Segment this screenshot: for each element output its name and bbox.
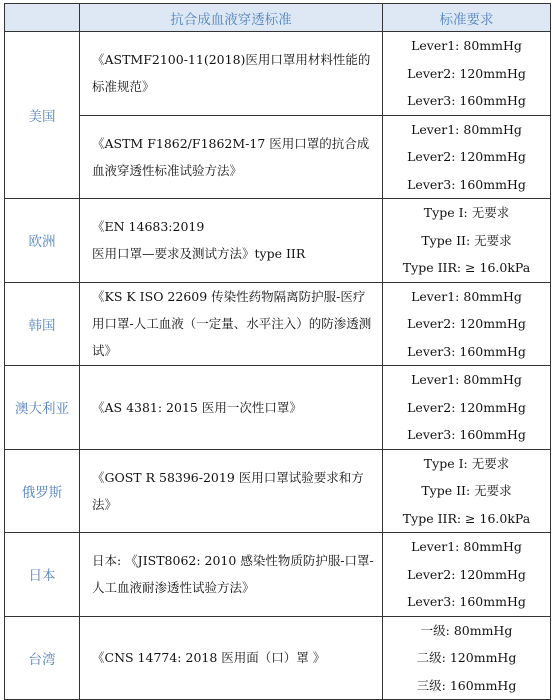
country-cell: 韩国 <box>5 282 80 366</box>
requirement-line: 三级: 160mmHg <box>416 677 517 693</box>
standard-cell: 《KS K ISO 22609 传染性药物隔离防护服-医疗用口罩-人工血液（一定量、水平注入）的防渗透测试》 <box>80 282 383 366</box>
requirement-line: Type IIR: ≥ 16.0kPa <box>402 260 531 275</box>
requirement-line: Lever1: 80mmHg <box>411 38 522 53</box>
requirement-line: Lever2: 120mmHg <box>407 65 526 81</box>
standards-table-wrapper <box>4 3 550 700</box>
requirement-line: Lever1: 80mmHg <box>411 121 522 137</box>
requirement-line: Lever3: 160mmHg <box>407 343 526 359</box>
requirement-cell <box>383 32 551 116</box>
table-row <box>5 115 551 199</box>
requirement-cell <box>383 199 551 283</box>
requirement-line: 一级: 80mmHg <box>420 622 513 638</box>
table-body <box>5 32 551 700</box>
table-row <box>5 533 551 617</box>
requirement-cell <box>383 533 551 617</box>
table-row <box>5 282 551 366</box>
standard-cell: 《ASTM F1862/F1862M-17 医用口罩的抗合成血液穿透性标准试验方法》 <box>80 115 383 199</box>
requirement-line: Lever2: 120mmHg <box>407 316 526 331</box>
requirement-line: Lever3: 160mmHg <box>407 427 526 442</box>
requirement-cell <box>383 616 551 700</box>
requirement-line: Lever1: 80mmHg <box>411 372 522 387</box>
requirement-cell <box>383 115 551 199</box>
country-cell: 日本 <box>5 533 80 617</box>
standard-cell: 《ASTMF2100-11(2018)医用口罩用材料性能的标准规范》 <box>80 32 383 116</box>
table-row <box>5 199 551 283</box>
requirement-line: Lever3: 160mmHg <box>407 176 526 192</box>
requirement-line: Lever1: 80mmHg <box>411 539 522 554</box>
country-cell: 美国 <box>5 32 80 199</box>
header-standard: 抗合成血液穿透标准 <box>80 4 383 32</box>
standard-cell: 日本: 《JIST8062: 2010 感染性物质防护服-口罩-人工血液耐渗透性试验方法》 <box>80 533 383 617</box>
country-cell: 欧洲 <box>5 199 80 283</box>
requirement-line: Type II: 无要求 <box>421 483 512 498</box>
standard-cell: 《EN 14683:2019 医用口罩—要求及测试方法》type IIR <box>80 199 383 283</box>
requirement-line: Lever2: 120mmHg <box>407 149 526 164</box>
header-country <box>5 4 80 32</box>
requirement-line: Lever2: 120mmHg <box>407 399 526 415</box>
requirement-cell <box>383 449 551 533</box>
requirement-cell <box>383 366 551 450</box>
country-cell: 俄罗斯 <box>5 449 80 533</box>
standard-cell: 《GOST R 58396-2019 医用口罩试验要求和方法》 <box>80 449 383 533</box>
table-row <box>5 616 551 700</box>
header-requirement: 标准要求 <box>383 4 551 32</box>
requirement-line: Type II: 无要求 <box>421 232 512 248</box>
requirement-line: 二级: 120mmHg <box>416 650 517 665</box>
country-cell: 澳大利亚 <box>5 366 80 450</box>
requirement-line: Lever3: 160mmHg <box>407 594 526 609</box>
requirement-line: Lever2: 120mmHg <box>407 566 526 582</box>
requirement-line: Type IIR: ≥ 16.0kPa <box>402 510 531 526</box>
country-cell: 台湾 <box>5 616 80 700</box>
table-row <box>5 32 551 116</box>
standard-cell: 《CNS 14774: 2018 医用面（口）罩 》 <box>80 616 383 700</box>
standards-table <box>4 3 551 700</box>
requirement-line: Type I: 无要求 <box>423 455 510 471</box>
table-row <box>5 366 551 450</box>
requirement-cell <box>383 282 551 366</box>
standard-cell: 《AS 4381: 2015 医用一次性口罩》 <box>80 366 383 450</box>
header-row <box>5 4 551 32</box>
requirement-line: Lever3: 160mmHg <box>407 93 526 108</box>
requirement-line: Lever1: 80mmHg <box>411 288 522 304</box>
requirement-line: Type I: 无要求 <box>423 205 510 220</box>
table-row <box>5 449 551 533</box>
